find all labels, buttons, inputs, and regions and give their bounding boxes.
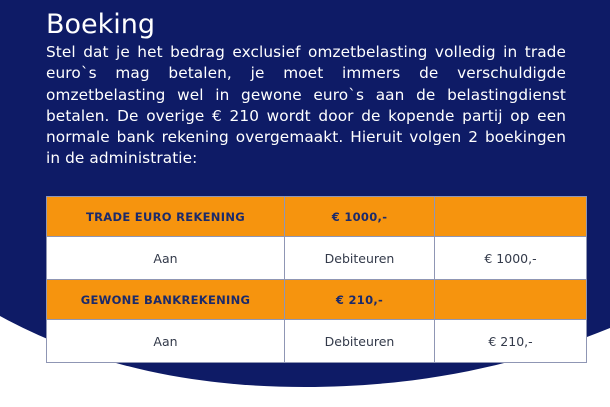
amount-cell: € 1000,- — [285, 197, 435, 237]
entry-amount-cell: € 1000,- — [435, 237, 587, 280]
table-row-header-trade-euro — [47, 197, 587, 237]
account-name-cell: GEWONE BANKREKENING — [47, 280, 285, 320]
account-name-cell: TRADE EURO REKENING — [47, 197, 285, 237]
to-cell: Aan — [47, 320, 285, 363]
slide-title: Boeking — [46, 9, 156, 40]
table-row-entry — [47, 237, 587, 280]
counter-account-cell: Debiteuren — [285, 320, 435, 363]
empty-cell — [435, 280, 587, 320]
empty-cell — [435, 197, 587, 237]
amount-cell: € 210,- — [285, 280, 435, 320]
slide-paragraph: Stel dat je het bedrag exclusief omzetbelasting volledig in trade euro`s mag betalen, je moet immers de verschuldigde omzetbelasting wel in gewone euro`s aan de belastingdienst betalen. De overige € 210 wordt door de kopende partij op een normale bank rekening overgemaakt. Hieruit volgen 2 boekingen in de administratie: — [46, 43, 566, 168]
entry-amount-cell: € 210,- — [435, 320, 587, 363]
counter-account-cell: Debiteuren — [285, 237, 435, 280]
to-cell: Aan — [47, 237, 285, 280]
table-row-header-bank — [47, 280, 587, 320]
table-row-entry — [47, 320, 587, 363]
booking-table — [46, 196, 587, 363]
